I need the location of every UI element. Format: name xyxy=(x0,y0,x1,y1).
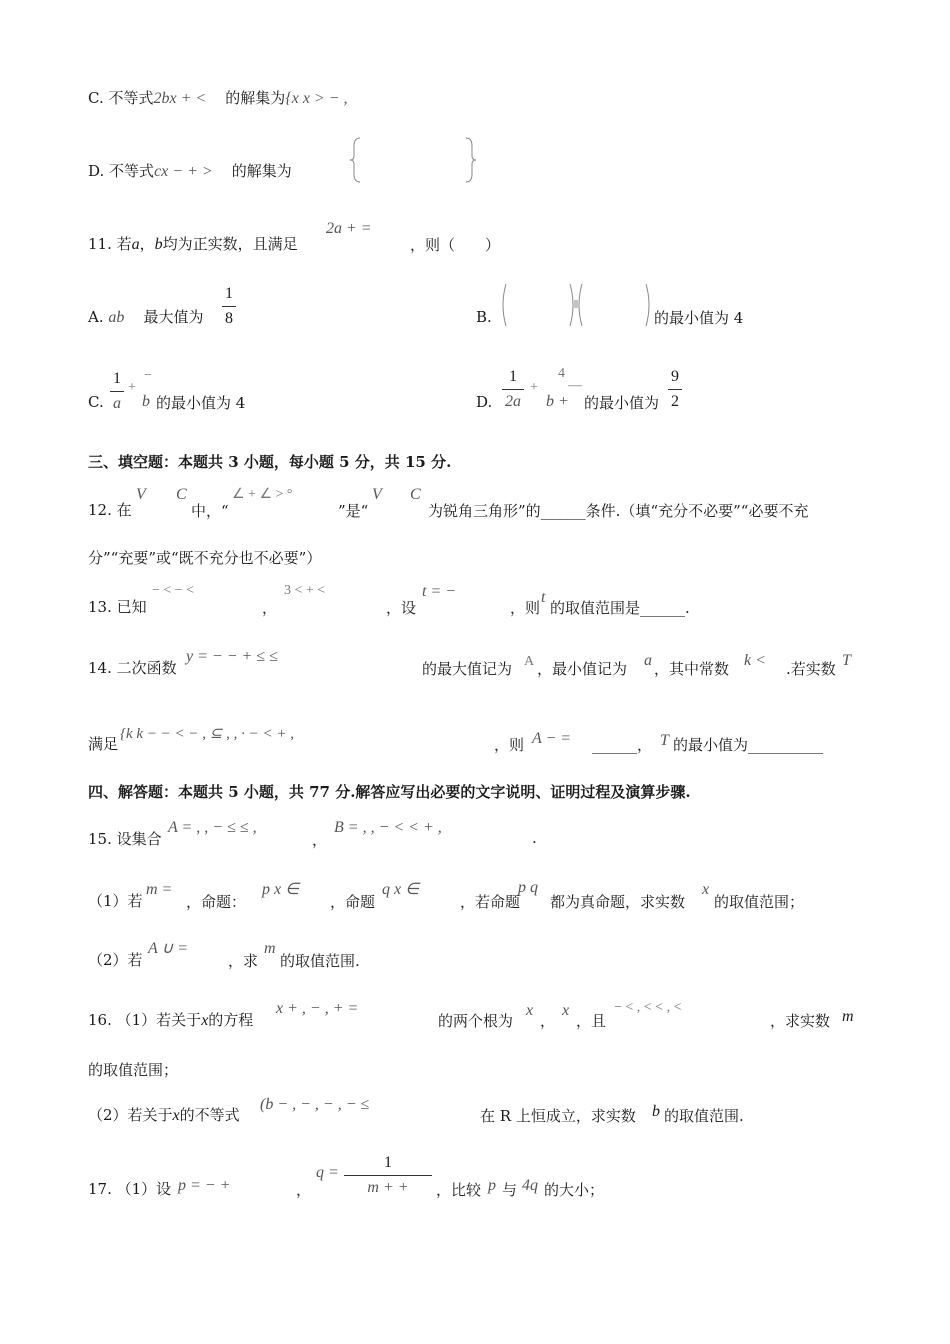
question-15-part2: （2）若 xyxy=(88,951,143,969)
question-15: 15. 设集合 xyxy=(88,830,162,848)
option-label: A. xyxy=(88,308,104,326)
option-d-line: D. 不等式cx − + > 的解集为 xyxy=(88,162,292,180)
math-expr: cx − + > xyxy=(154,163,213,180)
question-11: 11. 若a，b均为正实数，且满足 xyxy=(88,235,298,253)
question-14-line2: 满足 xyxy=(88,735,119,753)
section-heading-4: 四、解答题：本题共 5 小题，共 77 分.解答应写出必要的文字说明、证明过程及演算步骤. xyxy=(88,783,691,801)
question-16-part2: （2）若关于x的不等式 xyxy=(88,1106,240,1124)
fraction: 9 2 xyxy=(668,366,682,413)
option-d2 xyxy=(476,392,492,412)
question-12: 12. 在 xyxy=(88,501,132,519)
option-a: A. ab 最大值为 xyxy=(88,308,204,326)
fraction: 1 m + + xyxy=(344,1152,432,1199)
section-heading-3: 三、填空题：本题共 3 小题，每小题 5 分，共 15 分. xyxy=(88,453,452,471)
option-label: D. xyxy=(88,162,105,180)
option-c-line: C. 不等式2bx + < 的解集为{x x > − , xyxy=(88,89,348,107)
fraction: 1 8 xyxy=(222,283,236,330)
question-14: 14. 二次函数 xyxy=(88,659,177,677)
option-label: B. xyxy=(476,308,492,326)
option-c2 xyxy=(88,392,104,412)
question-16-line2: 的取值范围； xyxy=(88,1061,179,1079)
math-set: {x x > − , xyxy=(285,90,348,107)
question-13: 13. 已知 xyxy=(88,598,147,616)
set-brace-graphic xyxy=(350,136,480,184)
option-label: D. xyxy=(476,393,493,411)
paren-product-graphic xyxy=(498,282,654,328)
math-expr: 2bx + < xyxy=(153,90,207,107)
fraction: 1 2a xyxy=(502,366,524,413)
fraction: 1 a xyxy=(110,368,124,415)
question-15-part1: （1）若 xyxy=(88,892,143,910)
option-label: C. xyxy=(88,393,104,411)
question-12-line2: 分”“充要”或“既不充分也不必要”） xyxy=(88,549,322,567)
math-expr: 2a + = xyxy=(326,220,372,237)
question-17: 17. （1）设 xyxy=(88,1180,172,1198)
option-b xyxy=(476,307,492,327)
option-label: C. xyxy=(88,89,104,107)
question-16: 16. （1）若关于x的方程 xyxy=(88,1011,254,1029)
